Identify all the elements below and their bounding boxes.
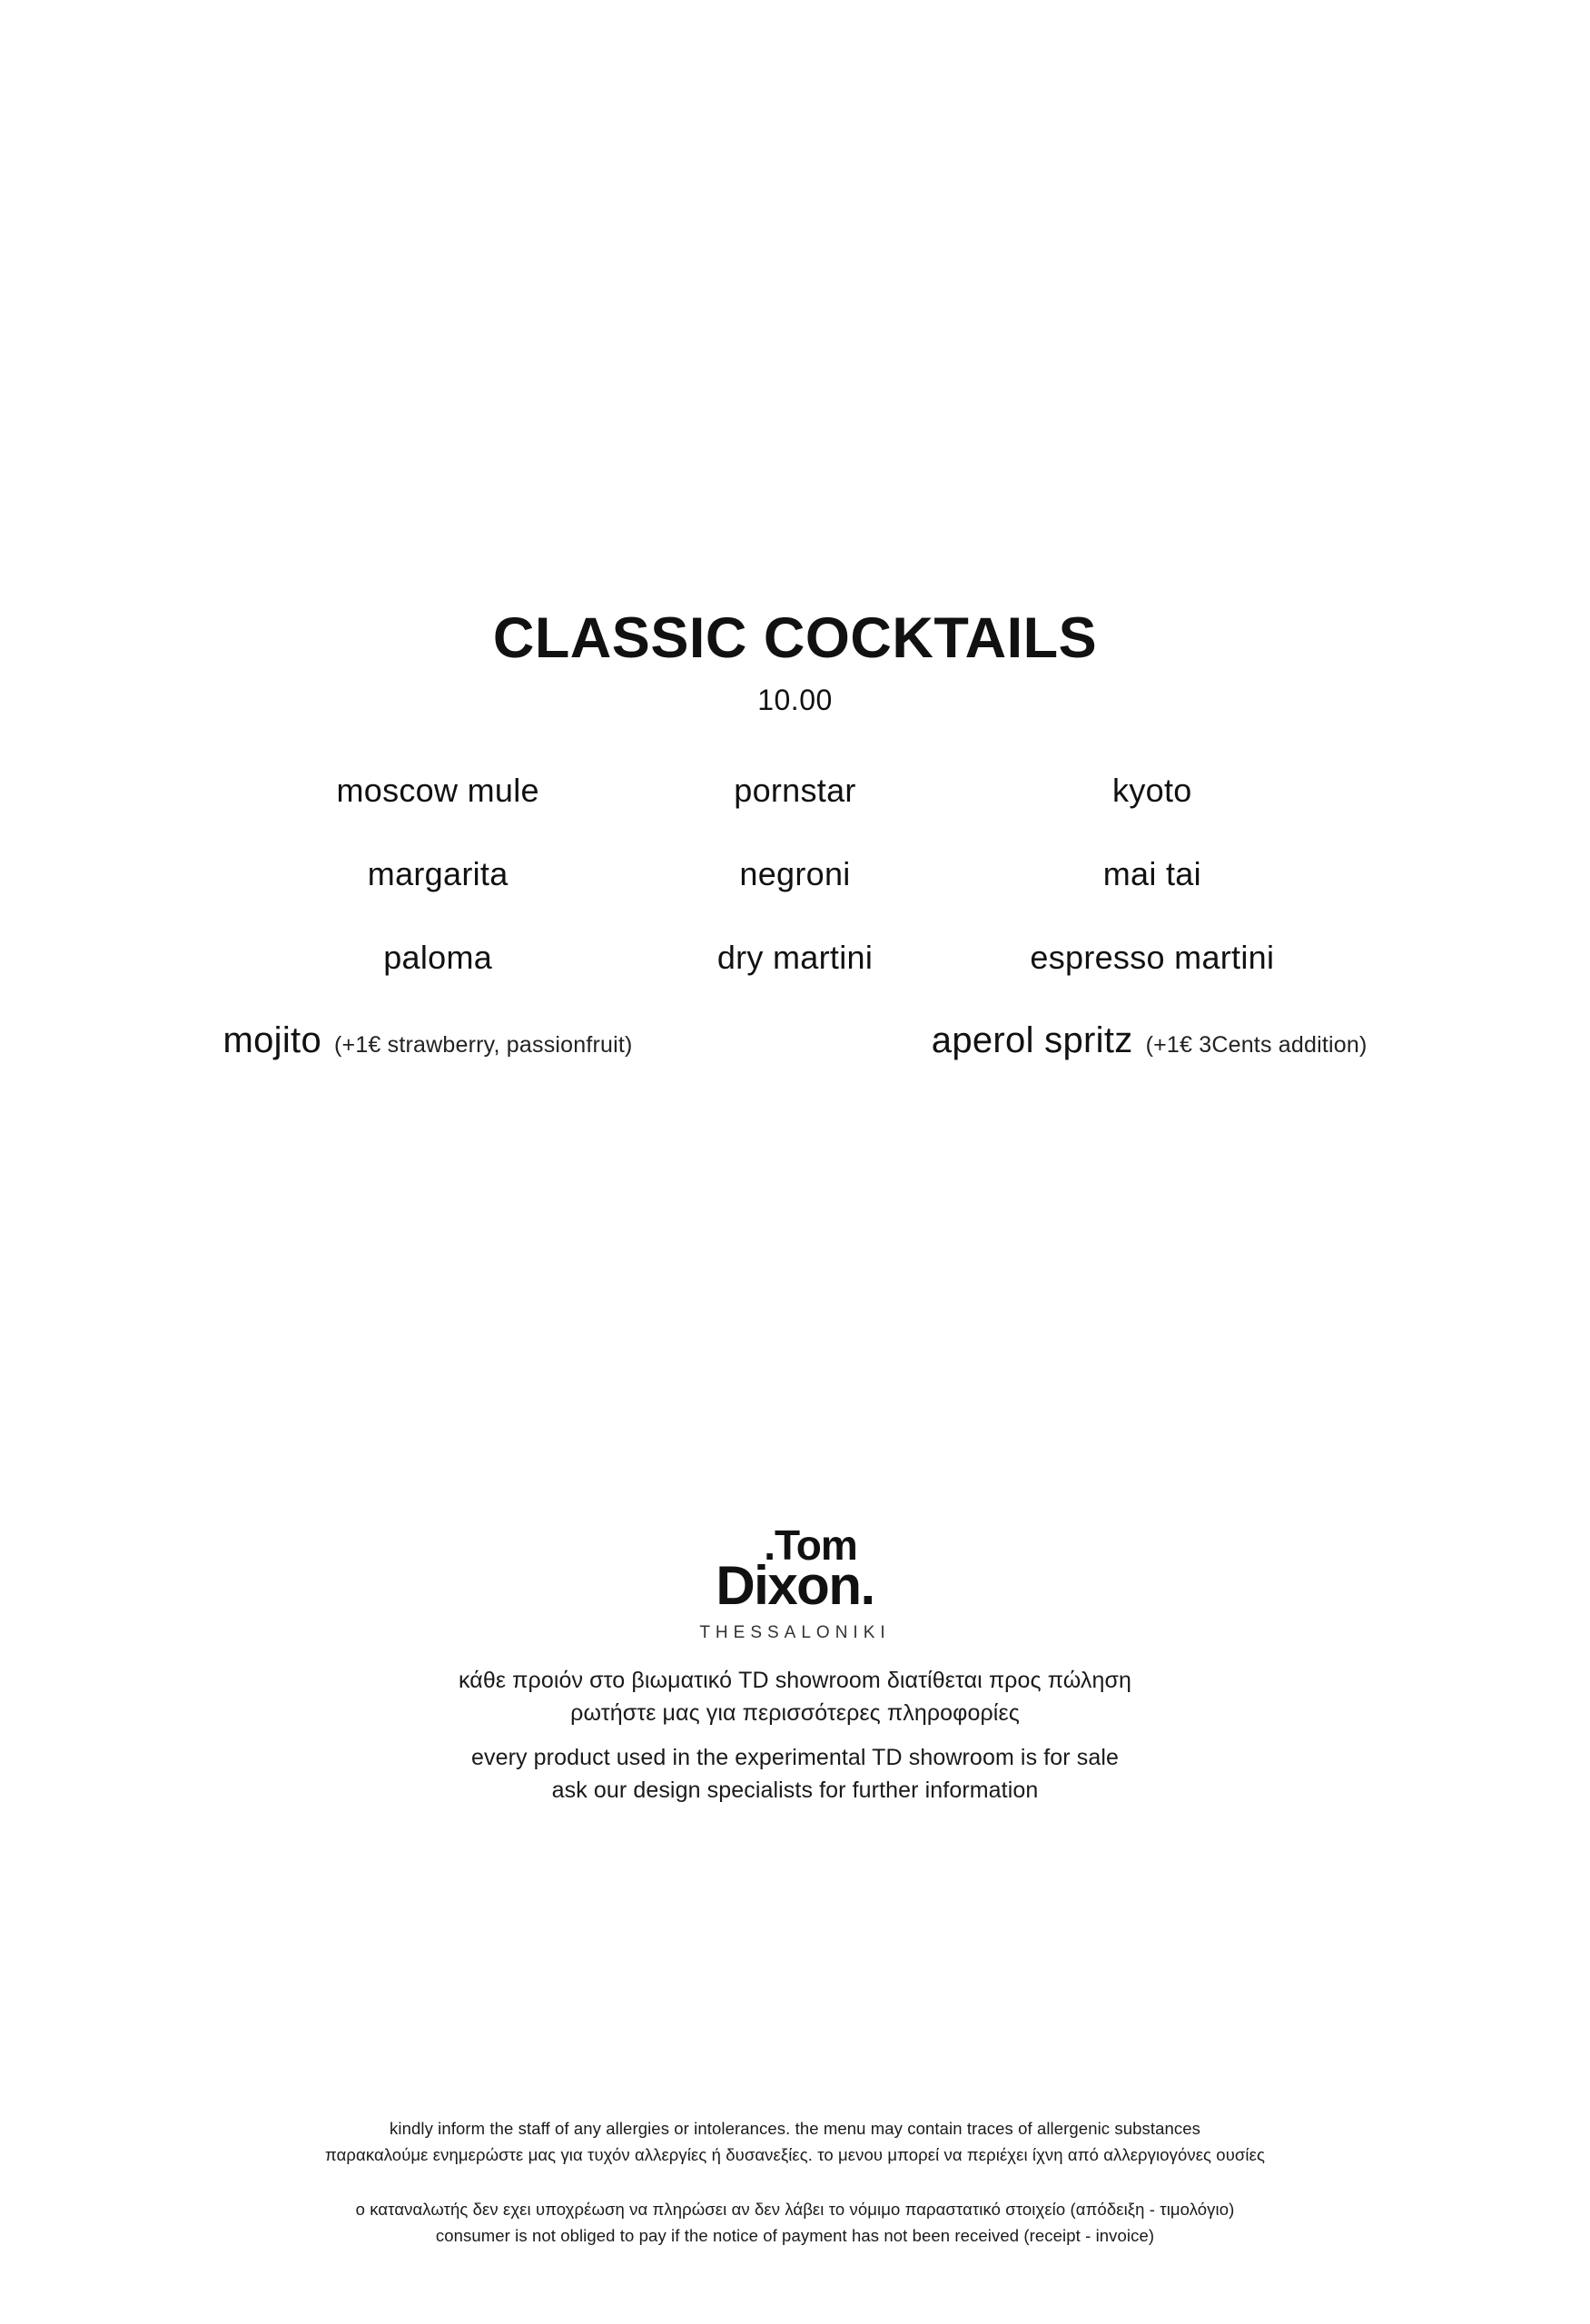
spacer xyxy=(459,1729,1131,1742)
list-item: moscow mule xyxy=(336,772,539,809)
list-item: espresso martini xyxy=(1030,939,1275,976)
brand-logo xyxy=(699,1521,891,1642)
special-item-aperol-spritz xyxy=(932,1020,1368,1061)
list-item: negroni xyxy=(739,855,851,892)
list-item: mai tai xyxy=(1102,855,1201,892)
info-line-en-1: every product used in the experimental TD showroom is for sale xyxy=(470,1745,1119,1770)
receipt-notice-block xyxy=(0,2196,1590,2250)
special-items-row xyxy=(196,1020,1395,1061)
info-line-el-1: κάθε προιόν στο βιωματικό TD showroom διατίθεται προς πώληση xyxy=(459,1668,1131,1693)
logo-text-top: .Tom xyxy=(764,1521,857,1569)
allergy-notice-en: kindly inform the staff of any allergies or intolerances. the menu may contain traces of allergenic substances xyxy=(390,2118,1200,2138)
receipt-notice-en: consumer is not obliged to pay if the notice of payment has not been received (receipt - invoice) xyxy=(435,2226,1155,2246)
list-item: dry martini xyxy=(716,939,874,976)
showroom-info xyxy=(459,1665,1131,1807)
logo-location: THESSALONIKI xyxy=(699,1623,891,1642)
allergy-notice-el: παρακαλούμε ενημερώστε μας για τυχόν αλλεργίες ή δυσανεξίες. το μενου μπορεί να περιέχει ίχνη από αλλεργιογόνες ουσίες xyxy=(325,2145,1265,2165)
title-block xyxy=(492,606,1098,717)
special-item-name: mojito xyxy=(222,1020,321,1060)
list-item: pornstar xyxy=(734,772,856,809)
list-item: kyoto xyxy=(1112,772,1192,809)
footer-notices xyxy=(0,2115,1590,2250)
receipt-notice-el: ο καταναλωτής δεν εχει υποχρέωση να πληρώσει αν δεν λάβει το νόμιμο παραστατικό στοιχείο (απόδειξη - τιμολόγιο) xyxy=(355,2199,1235,2219)
list-item: margarita xyxy=(367,855,509,892)
section-price: 10.00 xyxy=(757,684,833,716)
special-item-mojito xyxy=(223,1020,633,1061)
page-title: CLASSIC COCKTAILS xyxy=(492,606,1098,670)
logo-text-bottom: Dixon. xyxy=(716,1555,874,1616)
special-item-note: (+1€ 3Cents addition) xyxy=(1145,1032,1368,1058)
special-item-name: aperol spritz xyxy=(931,1020,1133,1060)
cocktail-grid xyxy=(260,772,1331,977)
special-item-note: (+1€ strawberry, passionfruit) xyxy=(334,1032,633,1058)
info-line-en-2: ask our design specialists for further information xyxy=(551,1777,1039,1803)
info-line-el-2: ρωτήστε μας για περισσότερες πληροφορίες xyxy=(570,1699,1020,1726)
list-item: paloma xyxy=(383,939,493,976)
